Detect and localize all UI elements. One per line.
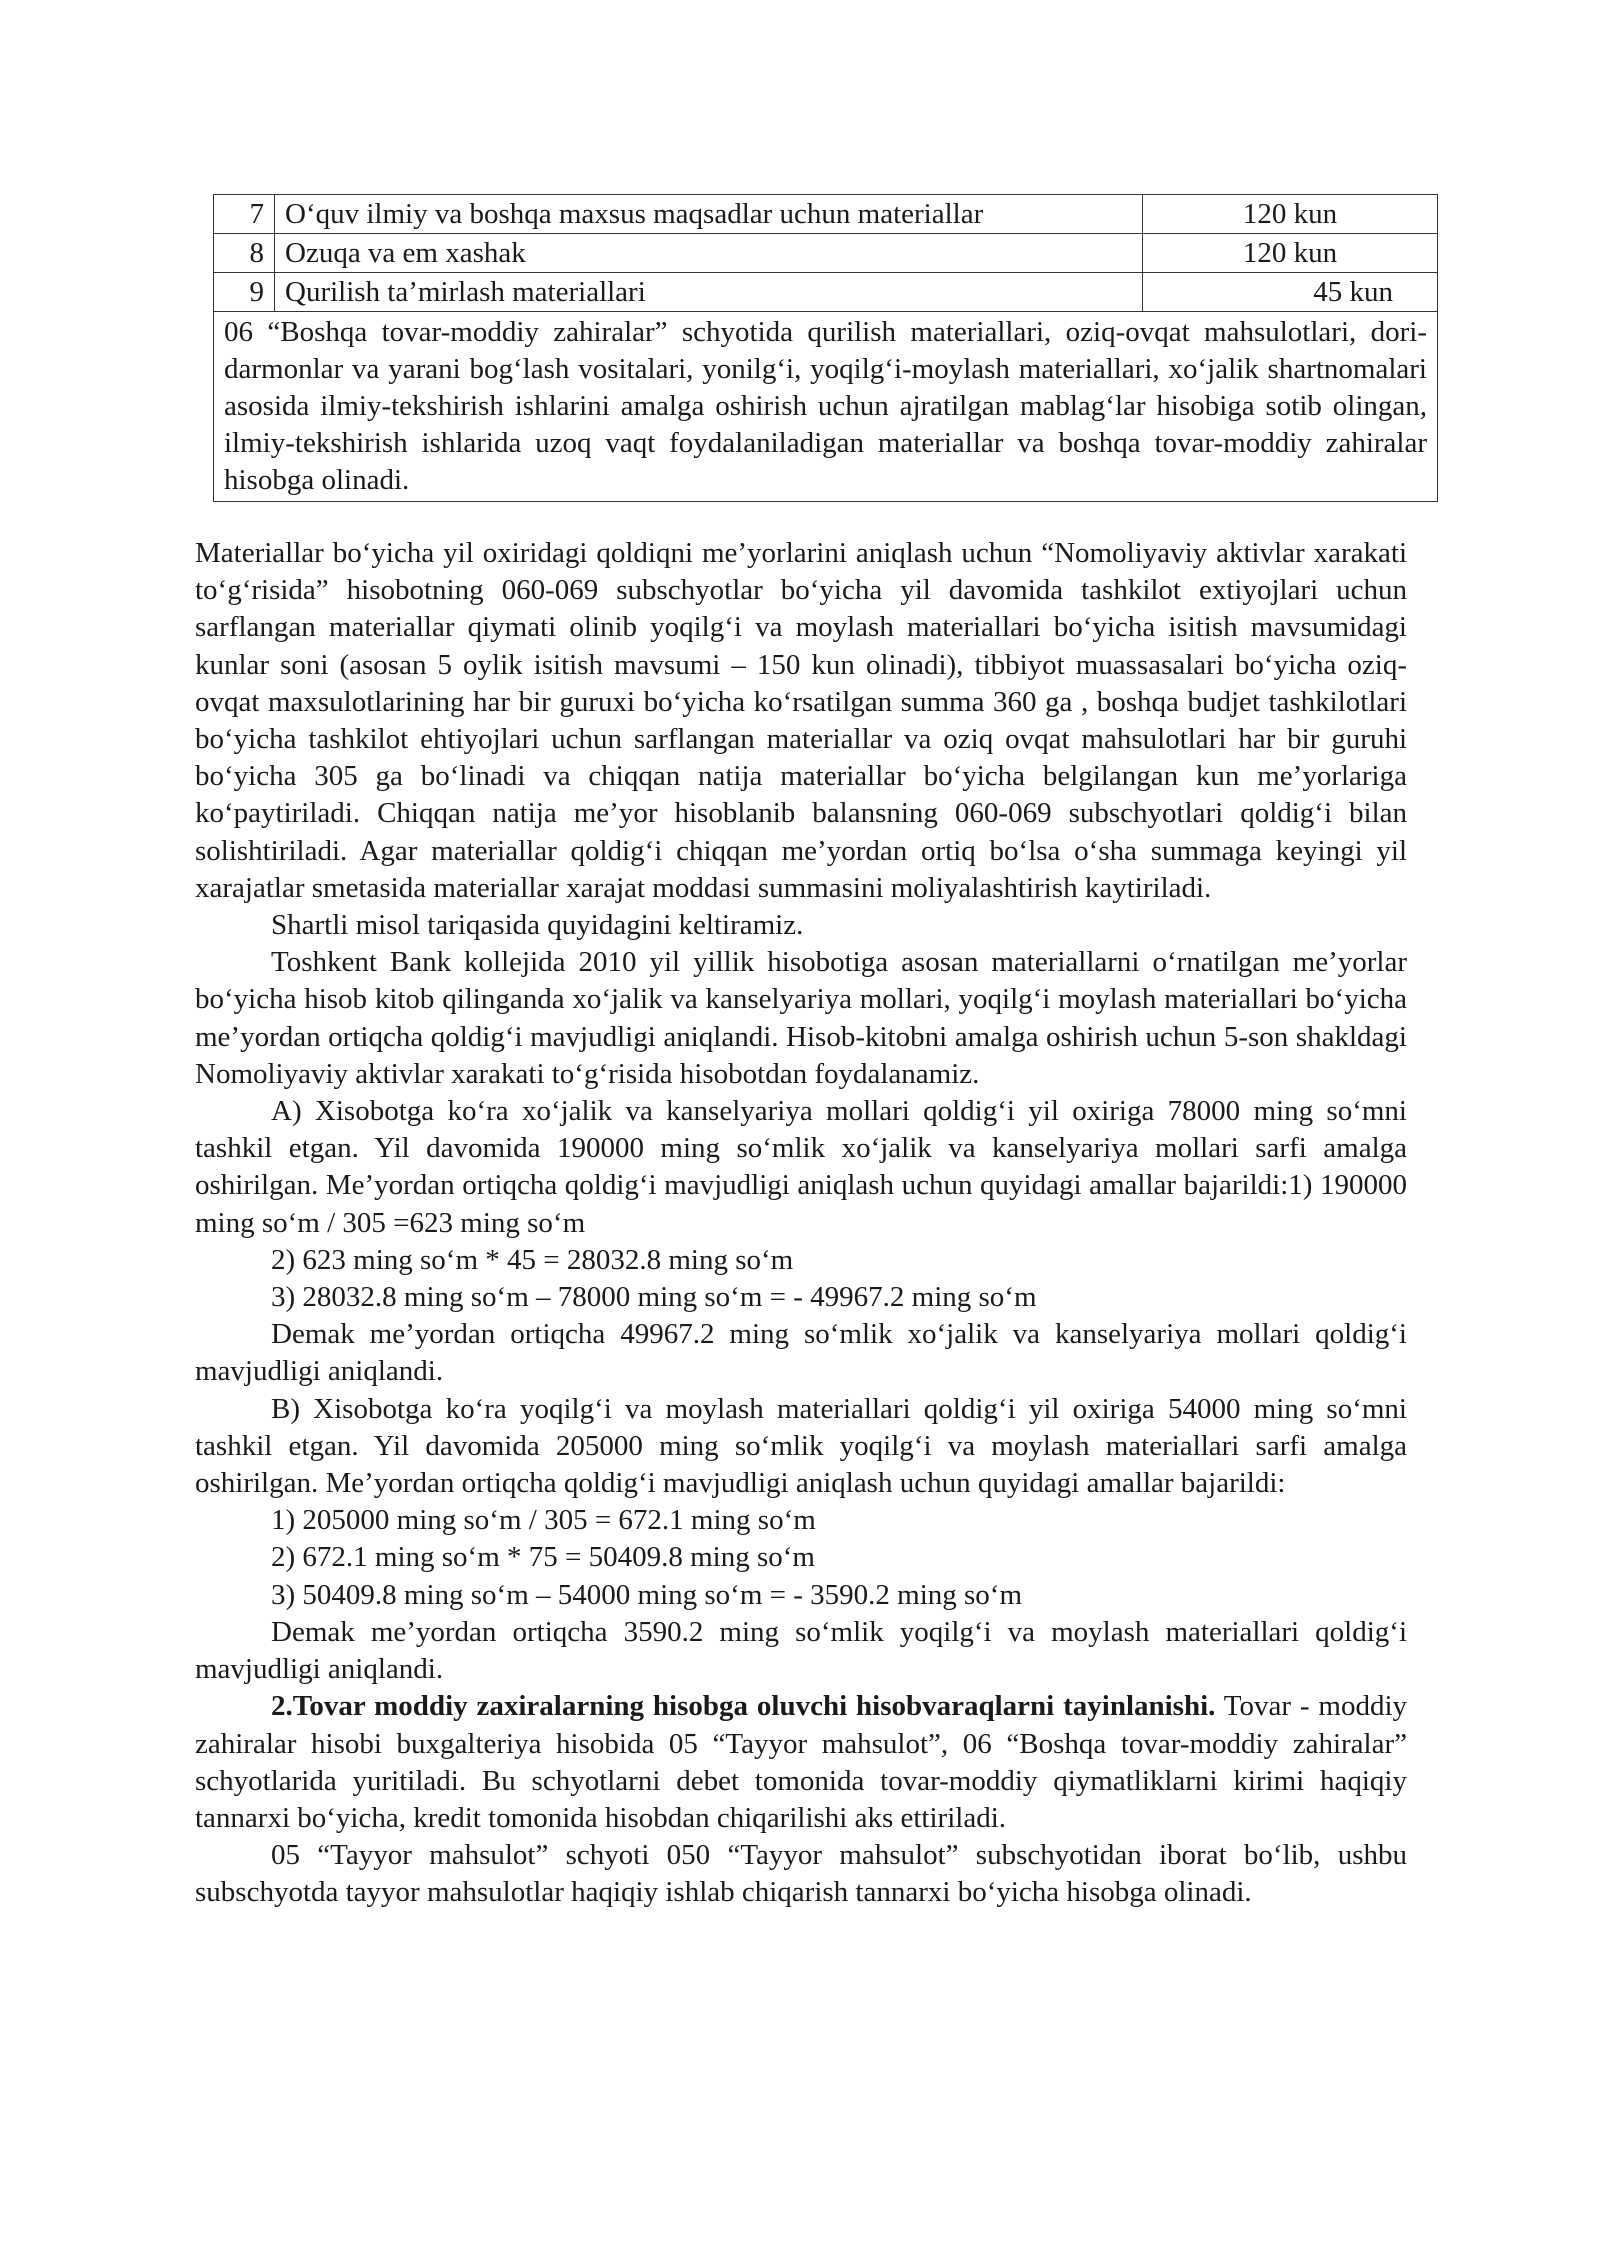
calc-b-step-2: 2) 672.1 ming so‘m * 75 = 50409.8 ming so‘m xyxy=(271,1541,815,1574)
days-norm: 120 kun xyxy=(1143,234,1438,273)
days-norm: 120 kun xyxy=(1143,195,1438,234)
calc-a-step-3: 3) 28032.8 ming so‘m – 78000 ming so‘m = - 49967.2 ming so‘m xyxy=(271,1281,1037,1314)
calc-b-step-3: 3) 50409.8 ming so‘m – 54000 ming so‘m = - 3590.2 ming so‘m xyxy=(271,1578,1023,1611)
table-note: 06 “Boshqa tovar-moddiy zahiralar” schyotida qurilish materiallari, oziq-ovqat mahsulotlari, dori-darmonlar va yarani bog‘lash vositalari, yonilg‘i, yoqilg‘i-moylash materiallari, xo‘jalik shartnomalari asosida ilmiy-tekshirish ishlarini amalga oshirish uchun ajratilgan mablag‘lar hisobiga sotib olingan, ilmiy-tekshirish ishlarida uzoq vaqt foydalaniladigan materiallar va boshqa tovar-moddiy zahiralar hisobga olinadi. xyxy=(214,312,1438,502)
paragraph-account-05: 05 “Tayyor mahsulot” schyoti 050 “Tayyor mahsulot” subschyotidan iborat bo‘lib, ushbu subschyotda tayyor mahsulotlar haqiqiy ishlab chiqarish tannarxi bo‘yicha hisobga olinadi. xyxy=(195,1839,1407,1909)
material-name: Ozuqa va em xashak xyxy=(275,234,1143,273)
calc-b-step-1: 1) 205000 ming so‘m / 305 = 672.1 ming so‘m xyxy=(271,1504,816,1537)
paragraph-case-b-conclusion: Demak me’yordan ortiqcha 3590.2 ming so‘mlik yoqilg‘i va moylash materiallari qoldig‘i mavjudligi aniqlandi. xyxy=(195,1615,1407,1686)
calc-a-step-2: 2) 623 ming so‘m * 45 = 28032.8 ming so‘m xyxy=(271,1243,794,1276)
body-text xyxy=(195,535,1407,1912)
paragraph-college-example: Toshkent Bank kollejida 2010 yil yillik hisobotiga asosan materiallarni o‘rnatilgan me’yorlar bo‘yicha hisob kitob qilinganda xo‘jalik va kanselyariya mollari, yoqilg‘i moylash materiallari bo‘yicha me’yordan ortiqcha qoldig‘i mavjudligi aniqlandi. Hisob-kitobni amalga oshirish uchun 5-son shakldagi Nomoliyaviy aktivlar xarakati to‘g‘risida hisobotdan foydalanamiz. xyxy=(195,946,1407,1090)
paragraph-norm-method: Materiallar bo‘yicha yil oxiridagi qoldiqni me’yorlarini aniqlash uchun “Nomoliyaviy aktivlar xarakati to‘g‘risida” hisobotning 060-069 subschyotlar bo‘yicha yil davomida tashkilot extiyojlari uchun sarflangan materiallar qiymati olinib yoqilg‘i va moylash materiallari bo‘yicha isitish mavsumidagi kunlar soni (asosan 5 oylik isitish mavsumi – 150 kun olinadi), tibbiyot muassasalari bo‘yicha oziq-ovqat maxsulotlarining har bir guruxi bo‘yicha ko‘rsatilgan summa 360 ga , boshqa budjet tashkilotlari bo‘yicha tashkilot ehtiyojlari uchun sarflangan materiallar va oziq ovqat mahsulotlari har bir guruhi bo‘yicha 305 ga bo‘linadi va chiqqan natija materiallar bo‘yicha belgilangan kun me’yorlariga ko‘paytiriladi. Chiqqan natija me’yor hisoblanib balansning 060-069 subschyotlari qoldig‘i bilan solishtiriladi. Agar materiallar qoldig‘i chiqqan me’yordan ortiq bo‘lsa o‘sha summaga keyingi yil xarajatlar smetasida materiallar xarajat moddasi summasini moliyalashtirish kaytiriladi. xyxy=(195,537,1407,904)
section-heading: 2.Tovar moddiy zaxiralarning hisobga oluvchi hisobvaraqlarni tayinlanishi. xyxy=(271,1690,1216,1723)
material-name: Qurilish ta’mirlash materiallari xyxy=(275,273,1143,312)
table-row xyxy=(214,195,1438,234)
paragraph-case-a-conclusion: Demak me’yordan ortiqcha 49967.2 ming so‘mlik xo‘jalik va kanselyariya mollari qoldig‘i mavjudligi aniqlandi. xyxy=(195,1318,1407,1388)
row-number: 9 xyxy=(214,273,275,312)
row-number: 8 xyxy=(214,234,275,273)
table-note-row xyxy=(214,312,1438,502)
table-row xyxy=(214,234,1438,273)
paragraph-case-b: B) Xisobotga ko‘ra yoqilg‘i va moylash materiallari qoldig‘i yil oxiriga 54000 ming so‘mni tashkil etgan. Yil davomida 205000 ming so‘mlik yoqilg‘i va moylash materiallari sarfi amalga oshirilgan. Me’yordan ortiqcha qoldig‘i mavjudligi aniqlash uchun quyidagi amallar bajarildi: xyxy=(195,1392,1407,1500)
paragraph-section-2 xyxy=(195,1688,1407,1837)
section-text: Tovar - moddiy zahiralar hisobi buxgalteriya hisobida 05 “Tayyor mahsulot”, 06 “Boshqa tovar-moddiy zahiralar” schyotlarida yuritiladi. Bu schyotlarni debet tomonida tovar-moddiy qiymatliklarni kirimi haqiqiy tannarxi bo‘yicha, kredit tomonida hisobdan chiqarilishi aks ettiriladi. xyxy=(195,1690,1407,1834)
material-name: O‘quv ilmiy va boshqa maxsus maqsadlar uchun materiallar xyxy=(275,195,1143,234)
days-norm: 45 kun xyxy=(1143,273,1438,312)
norms-table xyxy=(213,194,1438,502)
row-number: 7 xyxy=(214,195,275,234)
paragraph-example-intro: Shartli misol tariqasida quyidagini keltiramiz. xyxy=(271,909,804,942)
table-row xyxy=(214,273,1438,312)
paragraph-case-a: A) Xisobotga ko‘ra xo‘jalik va kanselyariya mollari qoldig‘i yil oxiriga 78000 ming so‘mni tashkil etgan. Yil davomida 190000 ming so‘mlik xo‘jalik va kanselyariya mollari sarfi amalga oshirilgan. Me’yordan ortiqcha qoldig‘i mavjudligi aniqlash uchun quyidagi amallar bajarildi:1) 190000 ming so‘m / 305 =623 ming so‘m xyxy=(195,1095,1407,1239)
